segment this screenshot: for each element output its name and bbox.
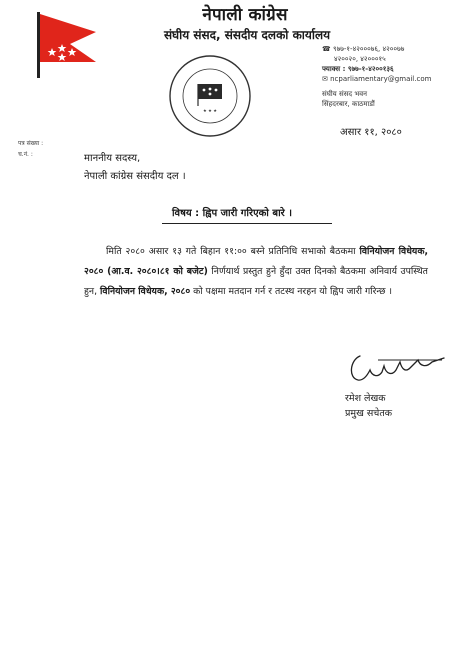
body-segment: को पक्षमा मतदान गर्न र तटस्थ नरहन यो ह्विप जारी गरिन्छ । [190, 286, 393, 297]
bill-name: विनियोजन विधेयक, २०८० [100, 286, 191, 297]
letter-body [84, 242, 428, 302]
signer-block [345, 391, 392, 421]
svg-text:★ ★ ★: ★ ★ ★ [203, 108, 217, 113]
ref-number-label: पत्र संख्या : [18, 140, 44, 147]
addressee-line-1: माननीय सदस्य, [84, 153, 141, 164]
office-name: संघीय संसद, संसदीय दलको कार्यालय [163, 28, 331, 42]
handwritten-signature [348, 350, 448, 390]
addressee [84, 150, 186, 186]
contact-block [322, 44, 431, 109]
addressee-line-2: नेपाली कांग्रेस संसदीय दल । [84, 171, 186, 182]
fax-number: फ्याक्स : ९७७-१-४२००१३६ [322, 65, 394, 73]
body-segment: मिति २०८० असार १३ गते बिहान ११:०० बस्ने प्रतिनिधि सभाको बैठकमा [106, 246, 360, 257]
email-icon: ✉ [322, 75, 328, 83]
letter-date: असार ११, २०८० [340, 127, 402, 138]
phone-numbers-2: ४२००२०, ४२०००१५ [334, 55, 386, 63]
official-seal [168, 54, 252, 138]
party-name: नेपाली कांग्रेस [202, 5, 288, 25]
subject-line: विषय : ह्विप जारी गरिएको बारे । [171, 208, 293, 219]
dispatch-number-label: च.नं. : [18, 151, 33, 158]
phone-icon: ☎ [322, 45, 331, 53]
phone-numbers: ९७७-१-४२०००७६, ४२००७७ [332, 45, 405, 53]
address-line-1: संघीय संसद भवन [322, 90, 368, 98]
signer-title: प्रमुख सचेतक [345, 408, 393, 419]
party-flag-logo [30, 10, 100, 78]
bill-reference: विनियोजन विधेयक, २०८० (आ.व. २०८०।८१ को बजेट) [84, 246, 428, 277]
signer-name: रमेश लेखक [345, 393, 386, 404]
body-segment: निर्णयार्थ प्रस्तुत हुने हुँदा उक्त दिनको बैठकमा अनिवार्य उपस्थित हुन, [84, 266, 428, 297]
reference-block [18, 138, 43, 160]
email-address: ncparliamentary@gmail.com [330, 75, 432, 83]
address-line-2: सिंहदरबार, काठमाडौं [322, 100, 375, 108]
subject-underline [162, 223, 332, 224]
